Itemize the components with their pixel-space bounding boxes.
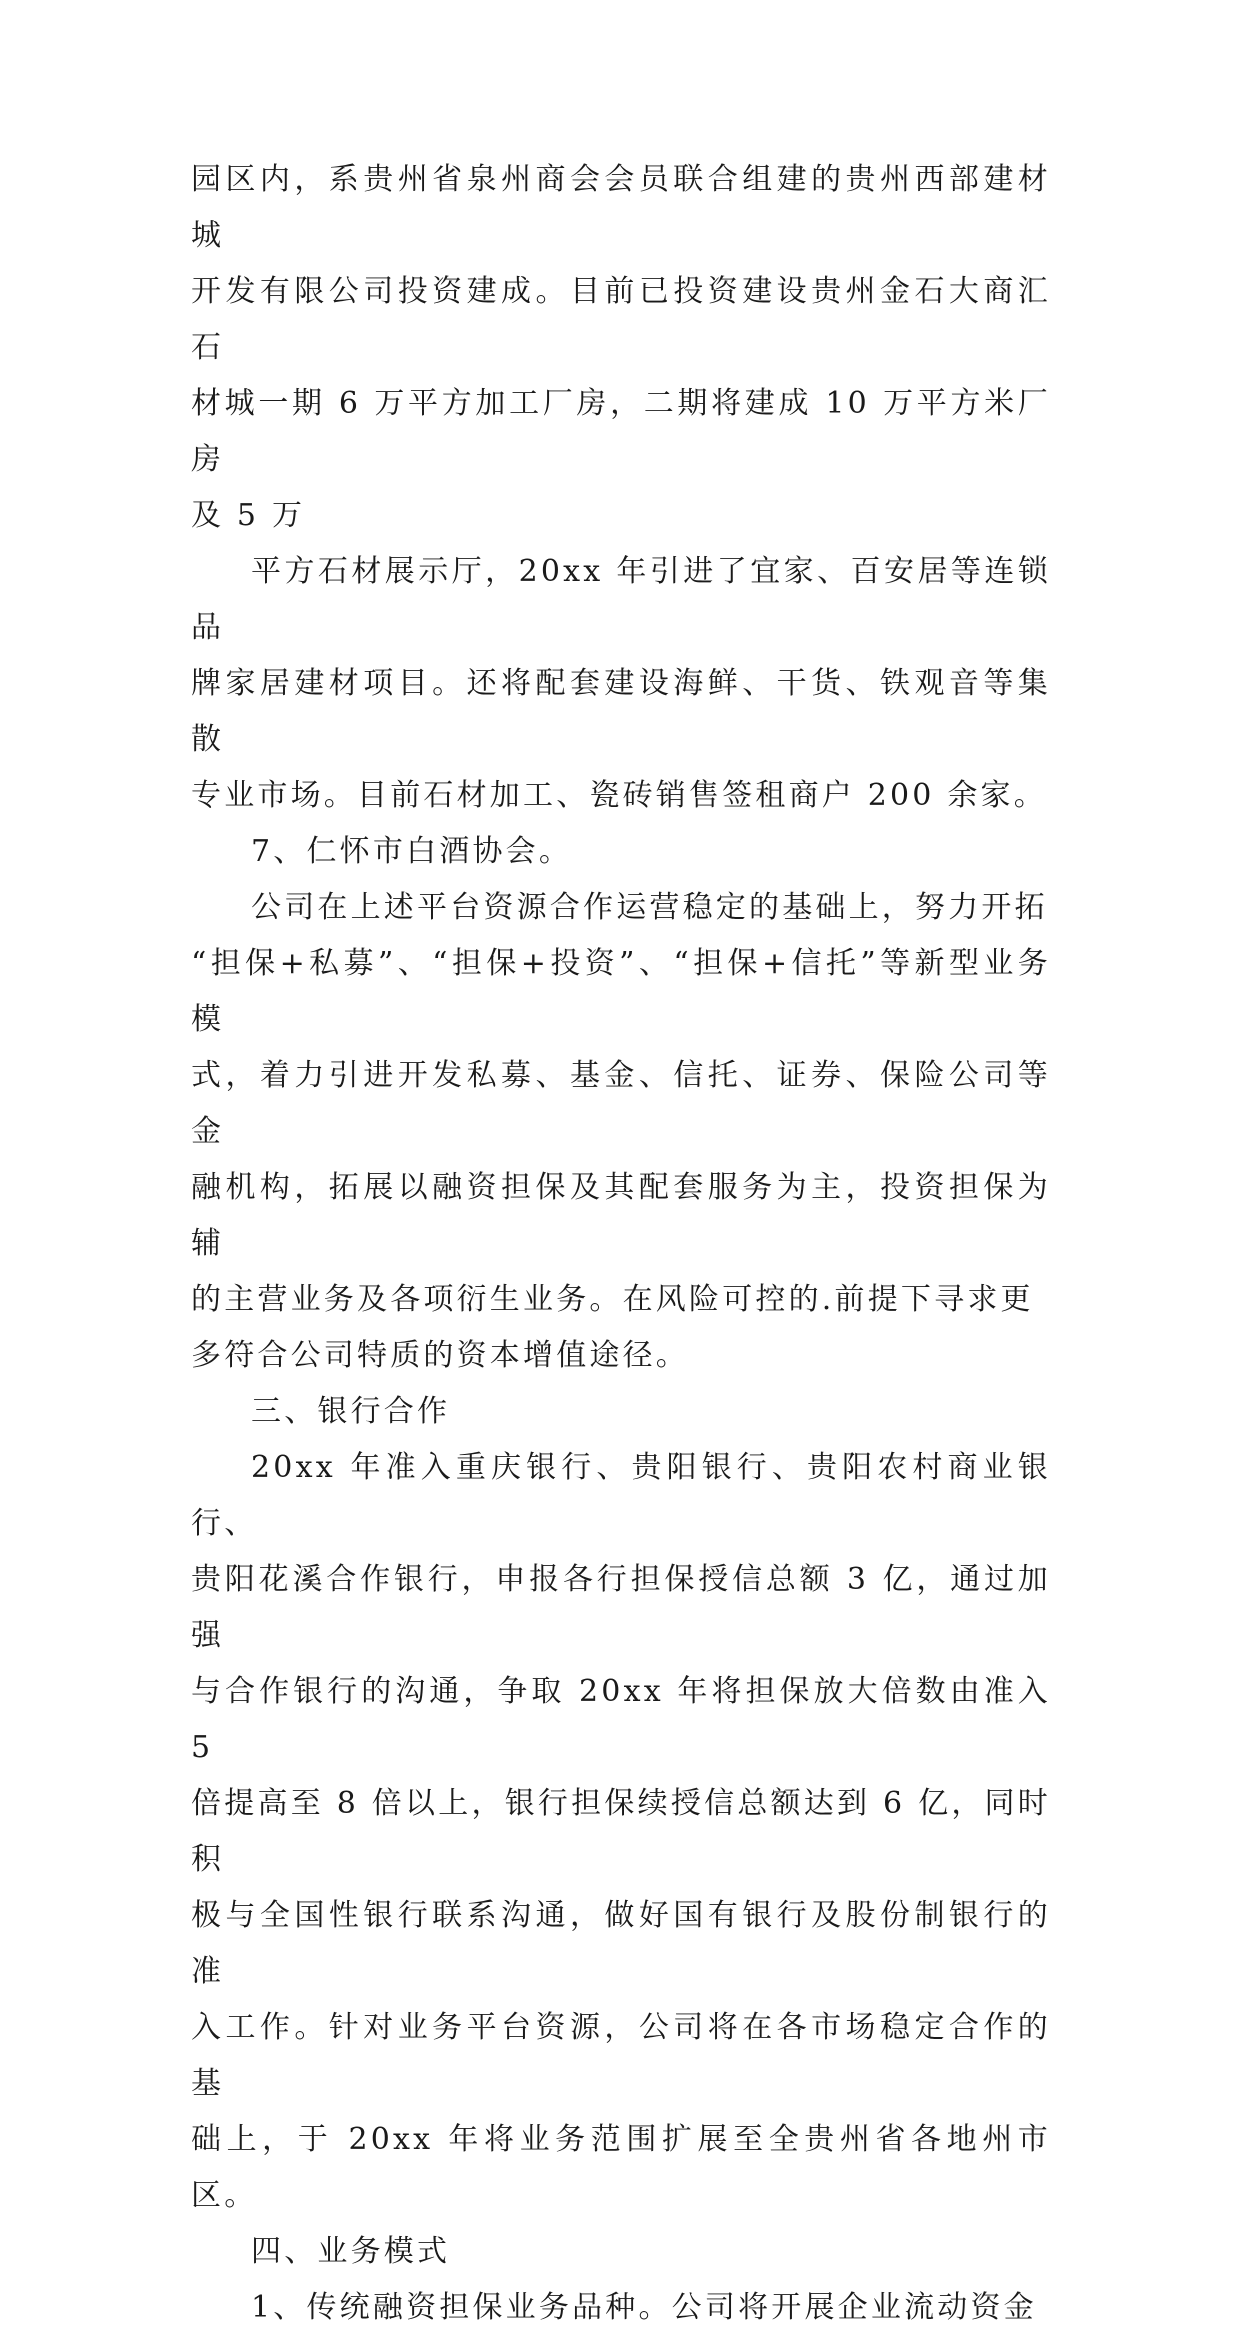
heading-bank-cooperation: 三、银行合作 [251, 1394, 451, 1429]
paragraph-traditional-guarantee: 1、传统融资担保业务品种。公司将开展企业流动资金 [251, 2290, 1037, 2325]
paragraph-renhuai-liquor-association: 7、仁怀市白酒协会。 [251, 834, 573, 869]
paragraph-industrial-park: 园区内，系贵州省泉州商会会员联合组建的贵州西部建材城 开发有限公司投资建成。目前已投资建设贵州金石大商汇石 材城一期 6 万平方加工厂房，二期将建成 10 万平方米厂房 及 5 万 [191, 162, 1051, 533]
paragraph-showroom: 平方石材展示厅，20xx 年引进了宜家、百安居等连锁品 牌家居建材项目。还将配套建设海鲜、干货、铁观音等集散 专业市场。目前石材加工、瓷砖销售签租商户 200 余家。 [191, 554, 1051, 813]
document-body [191, 152, 1051, 2336]
heading-business-model: 四、业务模式 [251, 2234, 451, 2269]
paragraph-bank-access: 20xx 年准入重庆银行、贵阳银行、贵阳农村商业银行、 贵阳花溪合作银行，申报各行担保授信总额 3 亿，通过加强 与合作银行的沟通，争取 20xx 年将担保放大倍数由准入 5 倍提高至 8 倍以上，银行担保续授信总额达到 6 亿，同时积 极与全国性银行联系沟通，做好国有银行及股份制银行的准 入工作。针对业务平台资源，公司将在各市场稳定合作的基 础上，于 20xx 年将业务范围扩展至全贵州省各地州市区。 [191, 1450, 1051, 2213]
paragraph-business-expansion: 公司在上述平台资源合作运营稳定的基础上，努力开拓 “担保+私募”、“担保+投资”、“担保+信托”等新型业务模 式，着力引进开发私募、基金、信托、证券、保险公司等金 融机构，拓展以融资担保及其配套服务为主，投资担保为辅 的主营业务及各项衍生业务。在风险可控的.前提下寻求更 多符合公司特质的资本增值途径。 [191, 890, 1051, 1373]
